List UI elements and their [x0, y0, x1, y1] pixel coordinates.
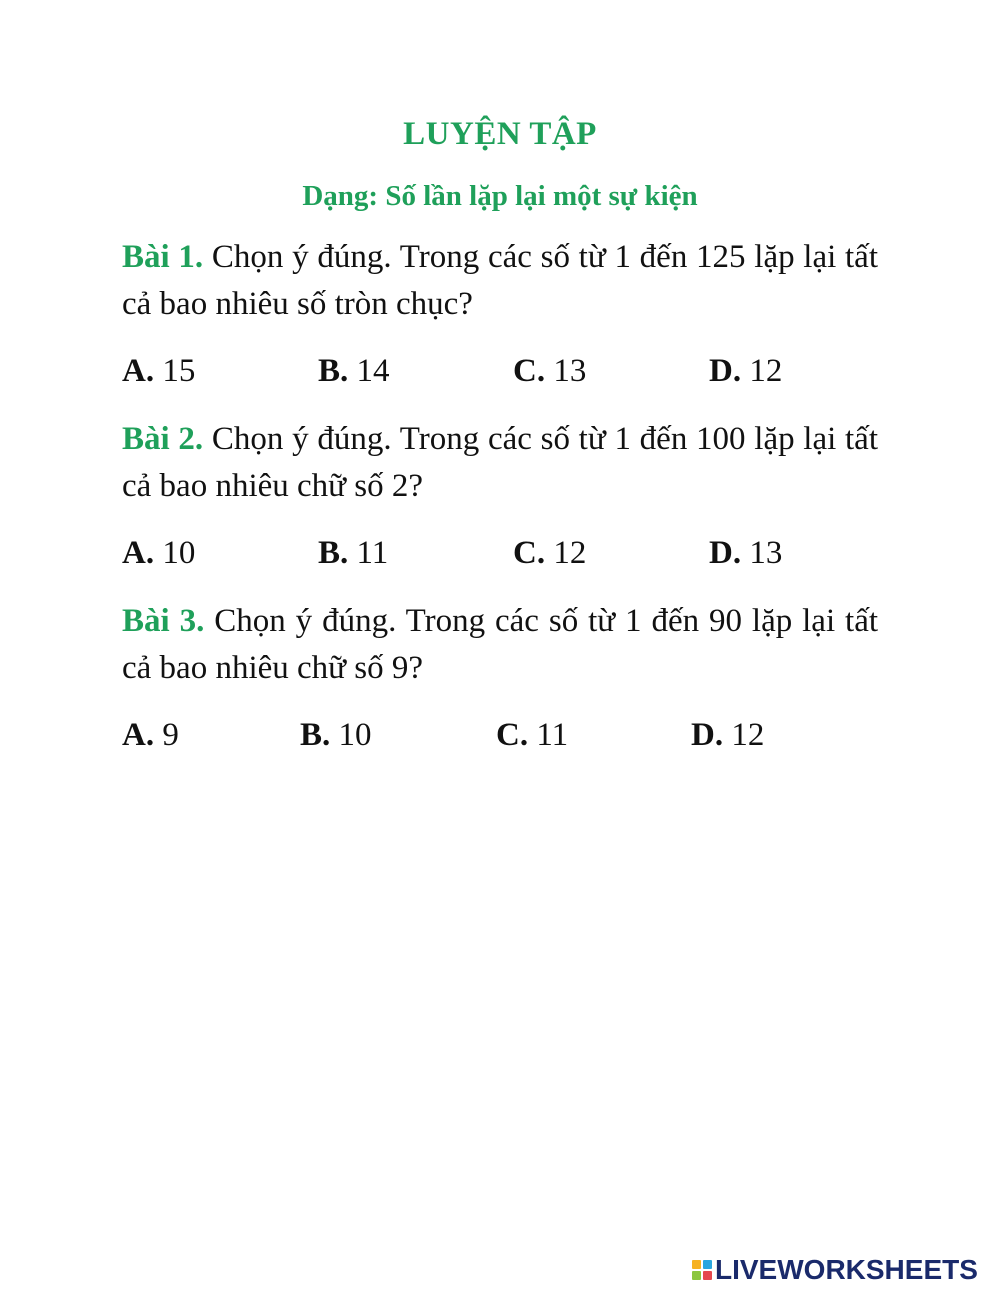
option-a[interactable]: [122, 713, 179, 757]
option-a[interactable]: [122, 531, 195, 575]
exercise-question: Chọn ý đúng. Trong các số từ 1 đến 90 lặp lại tất cả bao nhiêu chữ số 9?: [122, 603, 879, 686]
exercise-1: [122, 234, 878, 328]
page-subtitle: Dạng: Số lần lặp lại một sự kiện: [302, 180, 698, 212]
logo-grid-icon: [692, 1260, 712, 1280]
option-d[interactable]: [709, 531, 782, 575]
logo-square-2: [703, 1260, 712, 1269]
option-value: 14: [356, 353, 390, 389]
exercise-1-options: [122, 349, 878, 393]
option-letter: A.: [122, 535, 155, 571]
option-d[interactable]: [691, 713, 764, 757]
option-letter: B.: [300, 717, 331, 753]
logo-text: LIVEWORKSHEETS: [715, 1254, 978, 1285]
exercise-label: Bài 2.: [122, 421, 204, 457]
exercise-question: Chọn ý đúng. Trong các số từ 1 đến 125 lặp lại tất cả bao nhiêu số tròn chục?: [122, 239, 879, 322]
option-b[interactable]: [300, 713, 372, 757]
option-b[interactable]: [318, 531, 388, 575]
option-letter: C.: [496, 717, 529, 753]
option-value: 15: [162, 353, 196, 389]
liveworksheets-logo: [692, 1253, 978, 1287]
option-value: 12: [731, 717, 765, 753]
option-value: 11: [536, 717, 569, 753]
option-value: 10: [162, 535, 196, 571]
option-a[interactable]: [122, 349, 195, 393]
option-c[interactable]: [496, 713, 568, 757]
logo-square-4: [703, 1271, 712, 1280]
page-title: LUYỆN TẬP: [403, 116, 597, 152]
option-letter: C.: [513, 353, 546, 389]
option-b[interactable]: [318, 349, 390, 393]
logo-square-1: [692, 1260, 701, 1269]
option-letter: D.: [709, 353, 742, 389]
option-value: 12: [749, 353, 783, 389]
exercise-2: [122, 416, 878, 510]
option-letter: B.: [318, 535, 349, 571]
option-letter: A.: [122, 717, 155, 753]
option-value: 9: [162, 717, 179, 753]
option-c[interactable]: [513, 349, 586, 393]
exercise-label: Bài 3.: [122, 603, 205, 639]
option-value: 13: [553, 353, 587, 389]
exercise-3-options: [122, 713, 878, 757]
option-letter: A.: [122, 353, 155, 389]
option-value: 13: [749, 535, 783, 571]
logo-square-3: [692, 1271, 701, 1280]
option-letter: D.: [691, 717, 724, 753]
option-d[interactable]: [709, 349, 782, 393]
exercise-2-options: [122, 531, 878, 575]
exercise-3: [122, 598, 878, 692]
exercise-label: Bài 1.: [122, 239, 204, 275]
option-c[interactable]: [513, 531, 586, 575]
option-letter: D.: [709, 535, 742, 571]
option-letter: B.: [318, 353, 349, 389]
option-value: 10: [338, 717, 372, 753]
option-letter: C.: [513, 535, 546, 571]
option-value: 12: [553, 535, 587, 571]
option-value: 11: [356, 535, 389, 571]
exercise-question: Chọn ý đúng. Trong các số từ 1 đến 100 lặp lại tất cả bao nhiêu chữ số 2?: [122, 421, 879, 504]
